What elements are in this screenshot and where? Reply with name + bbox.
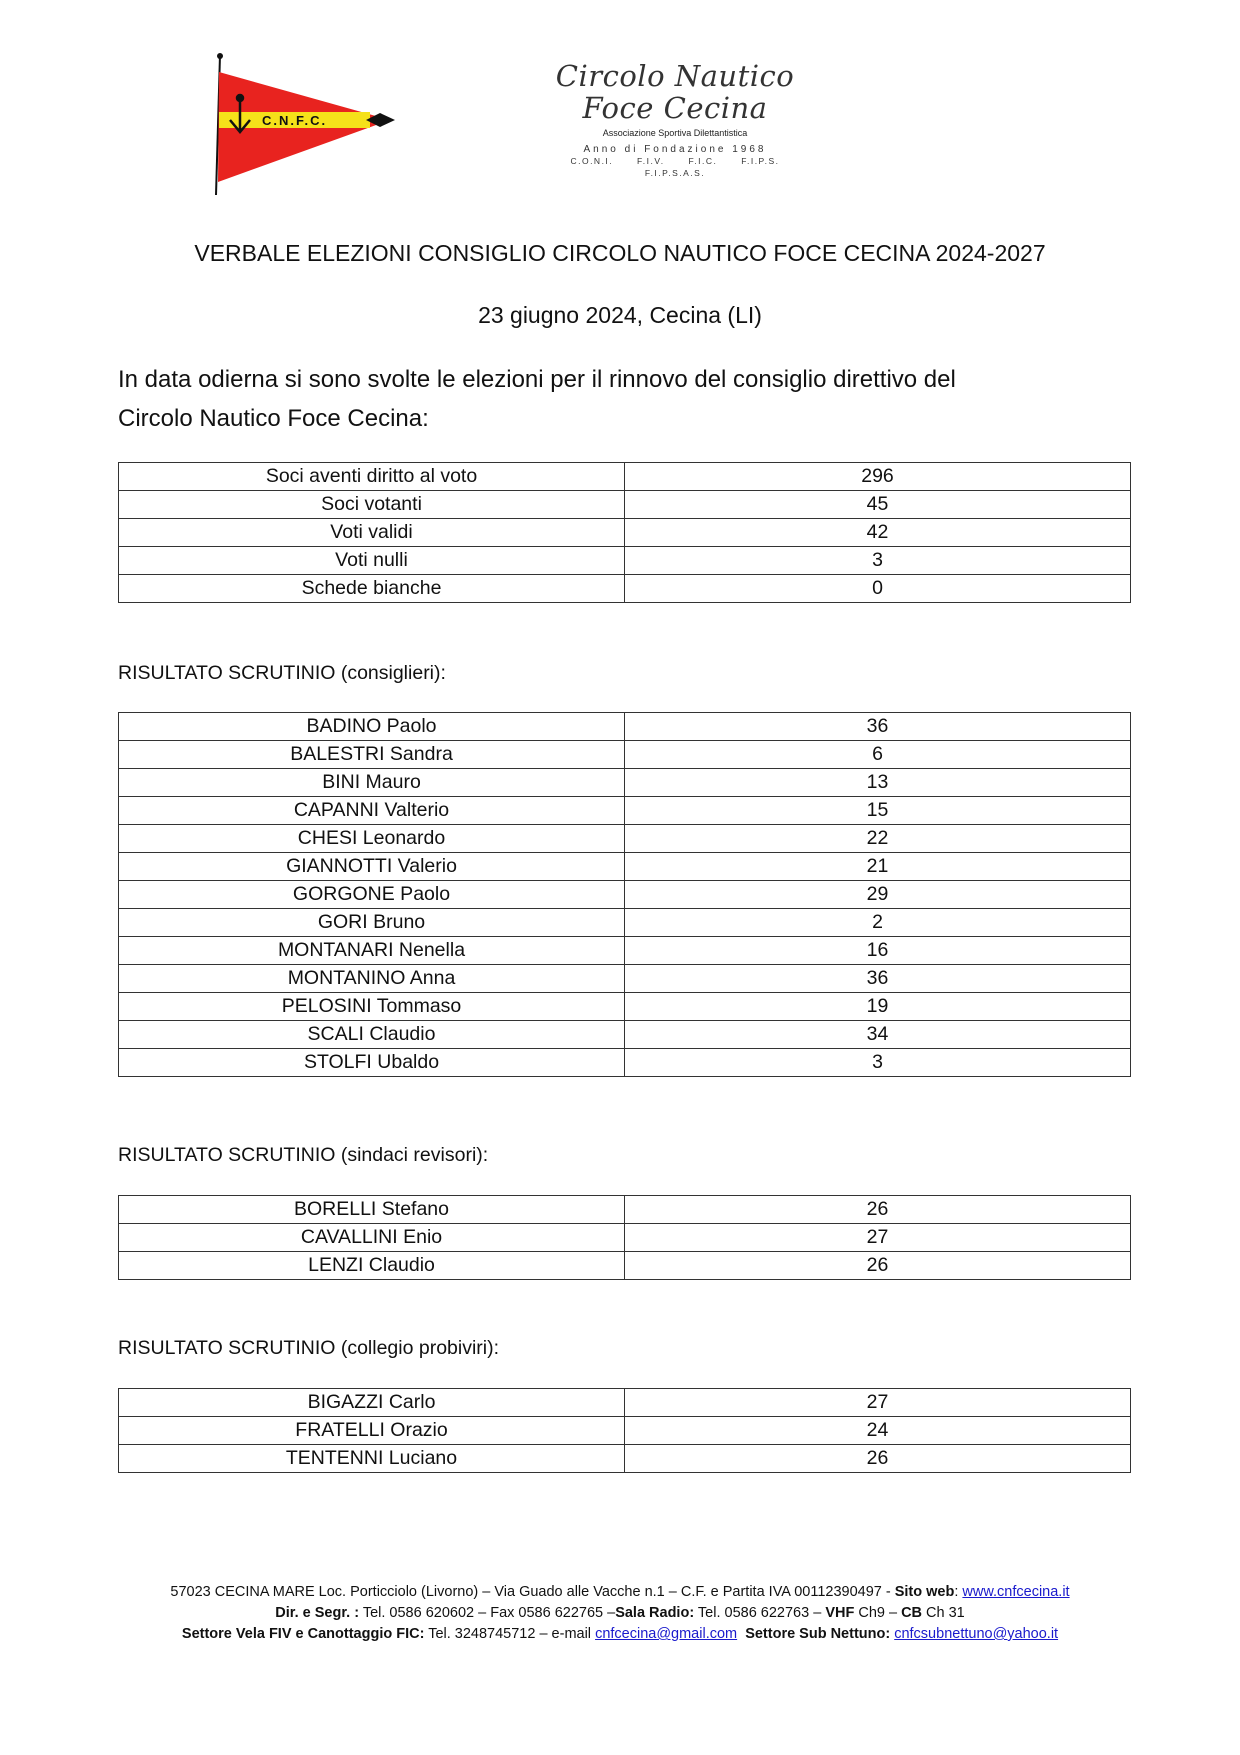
candidate-votes: 34 <box>625 1021 1131 1049</box>
candidate-votes: 26 <box>625 1196 1131 1224</box>
summary-table <box>118 462 1131 603</box>
row-value: 45 <box>625 491 1131 519</box>
candidate-name: CHESI Leonardo <box>119 825 625 853</box>
table-row <box>119 909 1131 937</box>
footer-label: CB <box>901 1605 923 1621</box>
footer-contacts-line <box>0 1624 1240 1645</box>
candidate-votes: 22 <box>625 825 1131 853</box>
footer-label: Settore Vela FIV e Canottaggio FIC: <box>181 1626 425 1642</box>
row-value: 0 <box>625 575 1131 603</box>
table-row <box>119 1021 1131 1049</box>
candidate-name: BALESTRI Sandra <box>119 741 625 769</box>
table-row <box>119 547 1131 575</box>
candidate-name: STOLFI Ubaldo <box>119 1049 625 1077</box>
candidate-votes: 36 <box>625 965 1131 993</box>
candidate-name: CAPANNI Valterio <box>119 797 625 825</box>
footer <box>0 1582 1240 1645</box>
candidate-name: FRATELLI Orazio <box>119 1417 625 1445</box>
table-row <box>119 1196 1131 1224</box>
candidate-name: GORI Bruno <box>119 909 625 937</box>
row-label: Schede bianche <box>119 575 625 603</box>
footer-label: Dir. e Segr. : <box>275 1605 360 1621</box>
footer-label: Settore Sub Nettuno: <box>745 1626 891 1642</box>
brand-name-line1: Circolo Nautico <box>555 59 795 93</box>
candidate-votes: 27 <box>625 1389 1131 1417</box>
section-label-consiglieri: RISULTATO SCRUTINIO (consiglieri): <box>118 662 446 684</box>
candidate-votes: 19 <box>625 993 1131 1021</box>
candidate-name: MONTANARI Nenella <box>119 937 625 965</box>
document-date-place: 23 giugno 2024, Cecina (LI) <box>478 302 762 328</box>
footer-label: VHF <box>825 1605 855 1621</box>
table-row <box>119 575 1131 603</box>
intro-paragraph <box>118 360 1118 438</box>
consiglieri-table <box>118 712 1131 1077</box>
table-row <box>119 1224 1131 1252</box>
candidate-name: LENZI Claudio <box>119 1252 625 1280</box>
candidate-name: PELOSINI Tommaso <box>119 993 625 1021</box>
table-row <box>119 769 1131 797</box>
table-row <box>119 491 1131 519</box>
candidate-name: BORELLI Stefano <box>119 1196 625 1224</box>
probiviri-table <box>118 1388 1131 1473</box>
website-link[interactable]: www.cnfcecina.it <box>962 1584 1070 1600</box>
candidate-votes: 29 <box>625 881 1131 909</box>
table-row <box>119 519 1131 547</box>
candidate-votes: 21 <box>625 853 1131 881</box>
table-row <box>119 1252 1131 1280</box>
table-row <box>119 825 1131 853</box>
candidate-name: GIANNOTTI Valerio <box>119 853 625 881</box>
section-label-revisori: RISULTATO SCRUTINIO (sindaci revisori): <box>118 1144 489 1166</box>
candidate-name: TENTENNI Luciano <box>119 1445 625 1473</box>
federation: F.I.V. <box>637 156 665 166</box>
pennant-label: C.N.F.C. <box>262 113 328 128</box>
candidate-name: BIGAZZI Carlo <box>119 1389 625 1417</box>
candidate-votes: 27 <box>625 1224 1131 1252</box>
table-row <box>119 1417 1131 1445</box>
footer-text: Tel. 0586 622763 – <box>694 1605 826 1621</box>
email-link-gmail[interactable]: cnfcecina@gmail.com <box>595 1626 738 1642</box>
candidate-votes: 26 <box>625 1252 1131 1280</box>
email-link-yahoo[interactable]: cnfcsubnettuno@yahoo.it <box>894 1626 1059 1642</box>
table-row <box>119 965 1131 993</box>
candidate-votes: 2 <box>625 909 1131 937</box>
federation: C.O.N.I. <box>570 156 614 166</box>
candidate-name: BADINO Paolo <box>119 713 625 741</box>
table-row <box>119 463 1131 491</box>
club-pennant-logo <box>190 50 420 200</box>
candidate-votes: 6 <box>625 741 1131 769</box>
table-row <box>119 1389 1131 1417</box>
table-row <box>119 741 1131 769</box>
section-label-probiviri: RISULTATO SCRUTINIO (collegio probiviri): <box>118 1337 500 1359</box>
footer-address-line <box>0 1582 1240 1603</box>
footer-address: 57023 CECINA MARE Loc. Porticciolo (Livorno) – Via Guado alle Vacche n.1 – C.F. e Partita IVA 00112390497 - <box>170 1584 895 1600</box>
footer-text: Tel. 3248745712 – e-mail <box>424 1626 596 1642</box>
candidate-votes: 15 <box>625 797 1131 825</box>
footer-text: Ch 31 <box>922 1605 965 1621</box>
table-row <box>119 993 1131 1021</box>
footer-separator: : <box>954 1584 963 1600</box>
candidate-name: CAVALLINI Enio <box>119 1224 625 1252</box>
table-row <box>119 881 1131 909</box>
candidate-name: SCALI Claudio <box>119 1021 625 1049</box>
table-row <box>119 937 1131 965</box>
row-value: 296 <box>625 463 1131 491</box>
candidate-votes: 24 <box>625 1417 1131 1445</box>
club-brand <box>500 60 850 179</box>
federation: F.I.P.S.A.S. <box>644 168 706 178</box>
footer-label: Sala Radio: <box>615 1605 695 1621</box>
table-row <box>119 1049 1131 1077</box>
row-value: 3 <box>625 547 1131 575</box>
table-row <box>119 713 1131 741</box>
row-label: Soci aventi diritto al voto <box>119 463 625 491</box>
flagpole-top <box>217 53 223 59</box>
row-label: Voti nulli <box>119 547 625 575</box>
intro-line: Circolo Nautico Foce Cecina: <box>118 405 429 432</box>
row-label: Soci votanti <box>119 491 625 519</box>
candidate-votes: 36 <box>625 713 1131 741</box>
row-label: Voti validi <box>119 519 625 547</box>
row-value: 42 <box>625 519 1131 547</box>
brand-name-line2: Foce Cecina <box>582 91 768 125</box>
footer-text: Tel. 0586 620602 – Fax 0586 622765 – <box>359 1605 616 1621</box>
federation: F.I.P.S. <box>741 156 780 166</box>
candidate-votes: 13 <box>625 769 1131 797</box>
candidate-votes: 16 <box>625 937 1131 965</box>
candidate-votes: 26 <box>625 1445 1131 1473</box>
candidate-name: GORGONE Paolo <box>119 881 625 909</box>
table-row <box>119 853 1131 881</box>
federation: F.I.C. <box>688 156 718 166</box>
document-title: VERBALE ELEZIONI CONSIGLIO CIRCOLO NAUTICO FOCE CECINA 2024-2027 <box>194 240 1046 266</box>
footer-text: Ch9 – <box>854 1605 902 1621</box>
footer-phone-line <box>0 1603 1240 1624</box>
brand-federations <box>500 155 850 167</box>
brand-subtitle: Associazione Sportiva Dilettantistica <box>602 128 748 138</box>
candidate-votes: 3 <box>625 1049 1131 1077</box>
brand-founded: Anno di Fondazione 1968 <box>583 144 767 155</box>
letterhead <box>160 30 1080 205</box>
table-row <box>119 797 1131 825</box>
table-row <box>119 1445 1131 1473</box>
footer-website-label: Sito web <box>894 1584 955 1600</box>
candidate-name: BINI Mauro <box>119 769 625 797</box>
intro-line: In data odierna si sono svolte le elezioni per il rinnovo del consiglio direttivo del <box>118 366 956 393</box>
candidate-name: MONTANINO Anna <box>119 965 625 993</box>
revisori-table <box>118 1195 1131 1280</box>
